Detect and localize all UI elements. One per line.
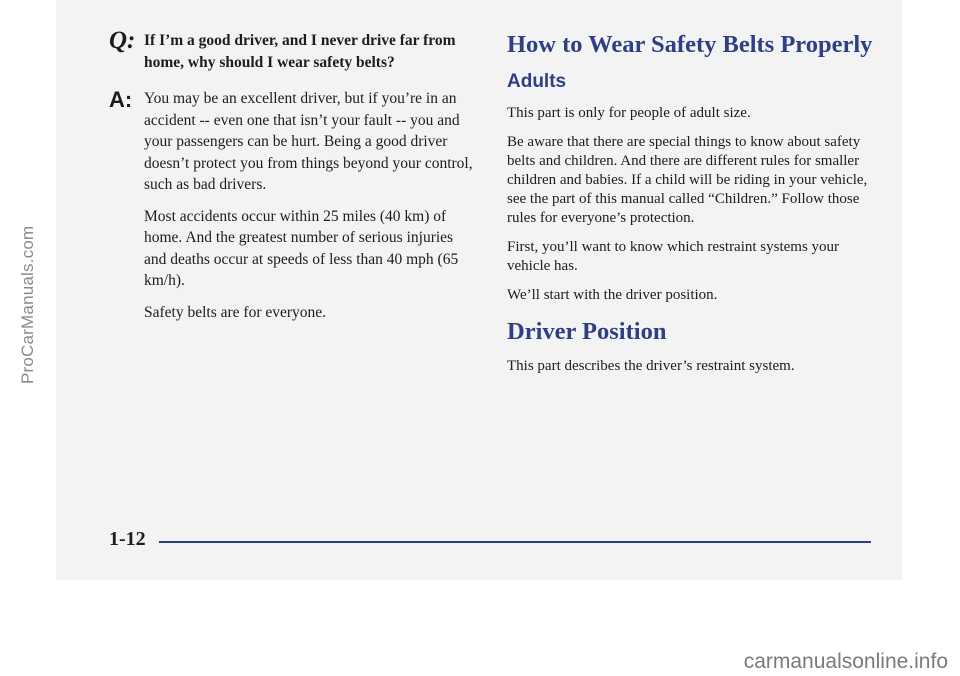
bottom-watermark: carmanualsonline.info [743,650,948,673]
answer-text: You may be an excellent driver, but if you’re in an accident -- even one that isn’t your fault -- you and your passengers can be hurt. Being a good driver doesn’t protect you from things beyond your control, such as bad drivers. [144,90,473,193]
driver-position-paragraph: This part describes the driver’s restraint system. [507,358,795,374]
subsection-title: Adults [507,71,567,92]
answer-mark-label: A: [109,87,133,112]
page-number: 1-12 [109,528,146,550]
driver-position-heading: Driver Position [507,318,667,345]
answer-paragraph: Most accidents occur within 25 miles (40 km) of home. And the greatest number of serious injuries and deaths occur at speeds of less than 40 mph (65 km/h). [144,207,459,289]
body-paragraph: We’ll start with the driver position. [507,287,718,303]
right-column [507,30,872,386]
body-paragraph: First, you’ll want to know which restraint systems your vehicle has. [507,239,840,274]
left-column [109,27,479,333]
question-mark-label: Q: [109,27,136,54]
question-block [109,27,479,74]
answer-block [109,88,479,323]
page-footer [109,528,871,558]
footer-divider [159,541,871,543]
answer-paragraph: Safety belts are for everyone. [144,303,327,321]
side-watermark: ProCarManuals.com [18,225,37,384]
question-text: If I’m a good driver, and I never drive far from home, why should I wear safety belts? [144,32,456,71]
section-title: How to Wear Safety Belts Properly [507,31,873,58]
body-paragraph: This part is only for people of adult size. [507,105,751,121]
body-paragraph: Be aware that there are special things to know about safety belts and children. And there are different rules for smaller children and babies. If a child will be riding in your vehicle, see the part of this manual called “Children.” Follow those rules for everyone’s protection. [507,134,868,226]
